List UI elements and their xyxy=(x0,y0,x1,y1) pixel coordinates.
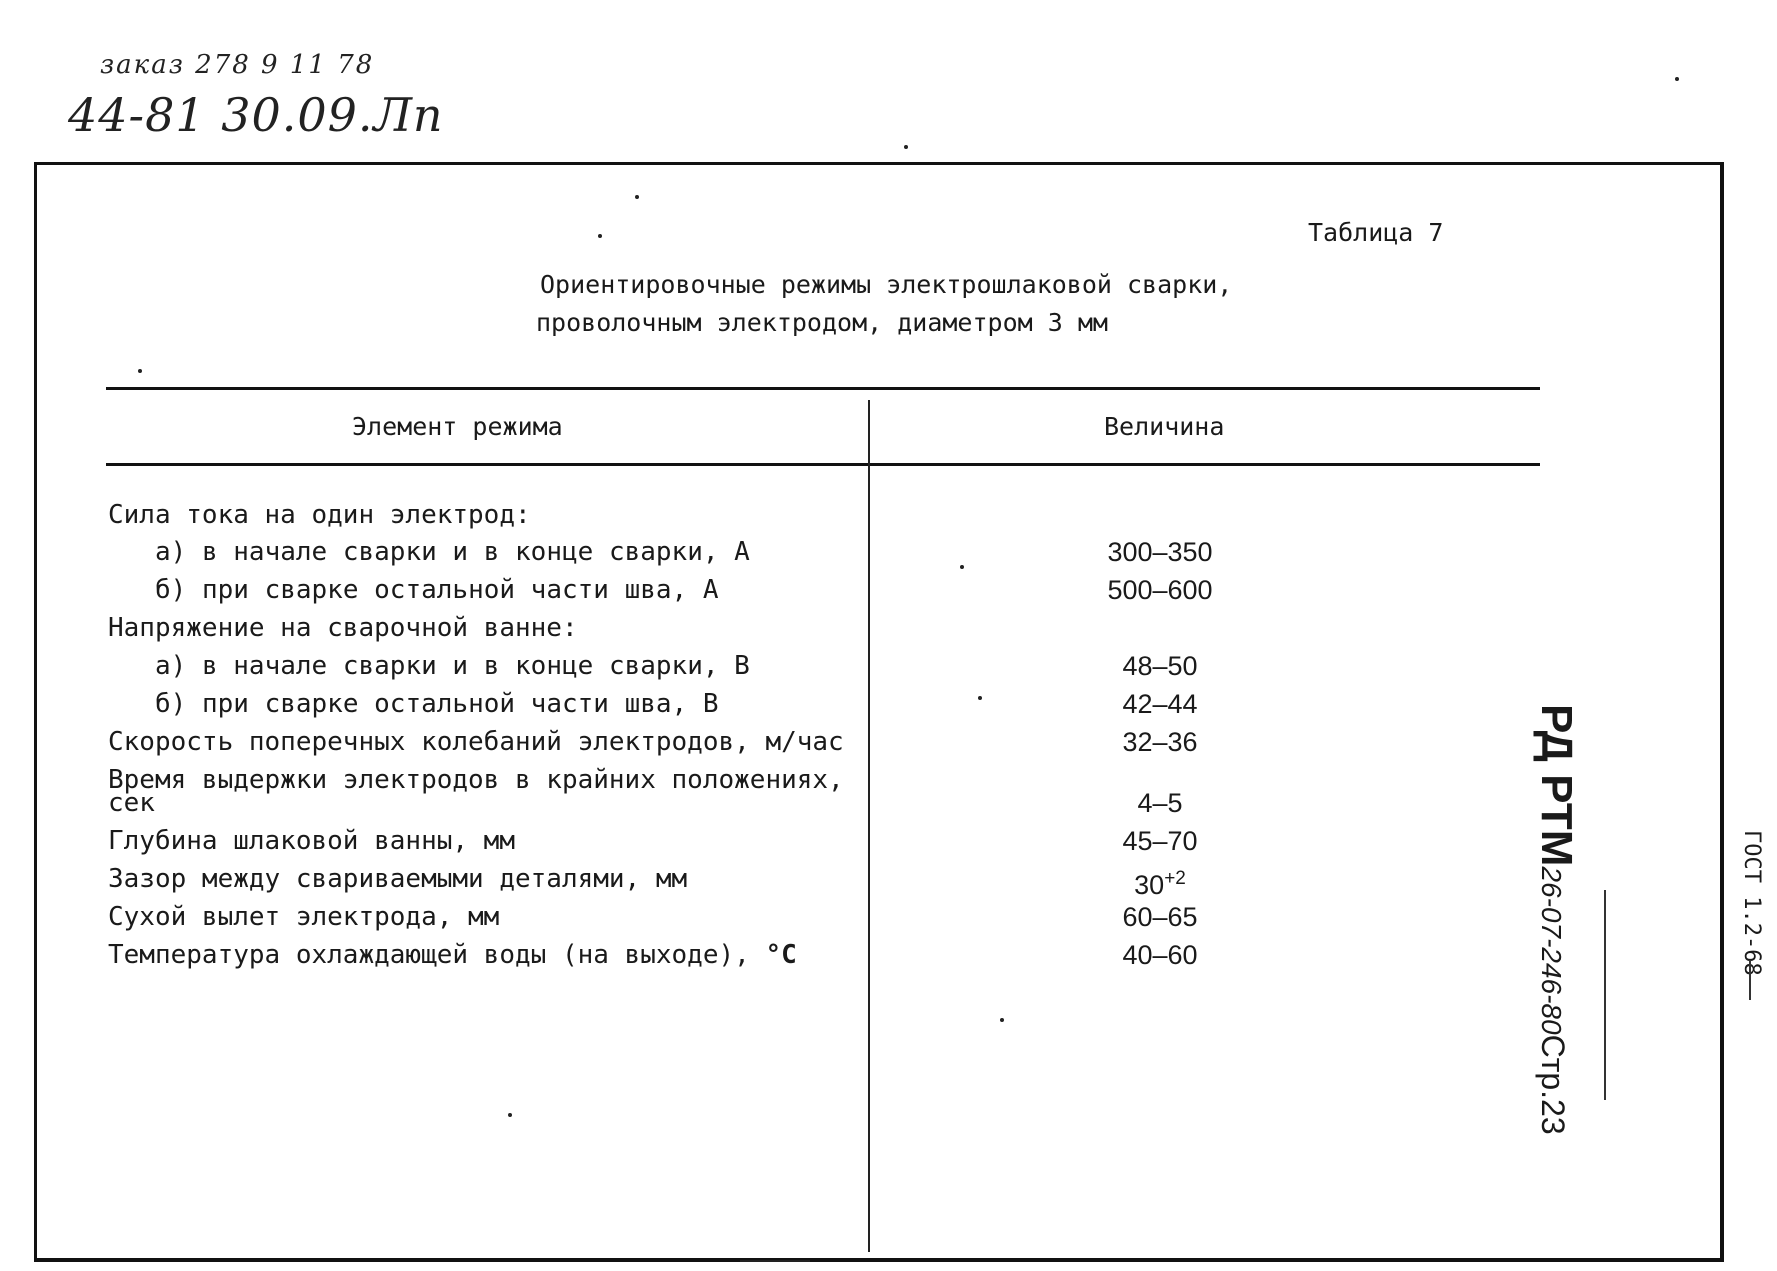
gap-value: 30 xyxy=(1134,870,1165,900)
row-value-water-temp: 40–60 xyxy=(1122,940,1198,970)
scan-speck xyxy=(508,1113,512,1117)
signature: Лп xyxy=(373,88,444,142)
scan-speck xyxy=(960,565,964,569)
stamp-code: 26-07-246-80 xyxy=(1536,866,1567,1035)
row-label-current: Сила тока на один электрод: xyxy=(108,500,531,530)
row-value-oscillation-speed: 32–36 xyxy=(1122,727,1198,757)
row-value-gap xyxy=(1000,864,1320,900)
table-header-rule xyxy=(106,463,1540,466)
water-temp-unit: °С xyxy=(765,940,797,970)
registration-text: 44-81 30.09. xyxy=(68,88,374,142)
row-label-voltage-main: б) при сварке остальной части шва, В xyxy=(155,689,719,719)
row-value-voltage-start: 48–50 xyxy=(1122,651,1198,681)
row-label-gap: Зазор между свариваемыми деталями, мм xyxy=(108,864,688,894)
column-header-element: Элемент режима xyxy=(352,412,563,441)
table-title-line-2: проволочным электродом, диаметром 3 мм xyxy=(536,308,1108,337)
column-divider xyxy=(868,400,870,1252)
scan-speck xyxy=(138,369,142,373)
row-label-slag-depth: Глубина шлаковой ванны, мм xyxy=(108,826,515,856)
water-temp-label: Температура охлаждающей воды (на выходе), xyxy=(108,940,750,970)
row-label-voltage: Напряжение на сварочной ванне: xyxy=(108,613,578,643)
row-label-voltage-start: а) в начале сварки и в конце сварки, В xyxy=(155,651,750,681)
row-label-current-start: а) в начале сварки и в конце сварки, А xyxy=(155,537,750,567)
scan-speck xyxy=(904,145,908,149)
gost-rule xyxy=(1749,960,1751,1000)
stamp-prefix: РД РТМ xyxy=(1532,704,1581,867)
row-label-electrode-stickout: Сухой вылет электрода, мм xyxy=(108,902,500,932)
table-label: Таблица 7 xyxy=(1308,218,1444,247)
row-value-slag-depth: 45–70 xyxy=(1122,826,1198,856)
scan-speck xyxy=(978,696,982,700)
scan-speck xyxy=(1675,77,1679,81)
row-label-oscillation-speed: Скорость поперечных колебаний электродов, м/час xyxy=(108,727,844,757)
row-value-electrode-stickout: 60–65 xyxy=(1122,902,1198,932)
handwritten-registration-note xyxy=(68,88,444,142)
gap-tolerance: +2 xyxy=(1164,868,1186,889)
row-label-current-main: б) при сварке остальной части шва, А xyxy=(155,575,719,605)
row-value-dwell-time: 4–5 xyxy=(1137,788,1183,818)
table-title-line-1: Ориентировочные режимы электрошлаковой сварки, xyxy=(540,270,1233,299)
scan-speck xyxy=(598,234,602,238)
stamp-page: Стр.23 xyxy=(1535,1034,1571,1135)
stamp-rule xyxy=(1604,890,1606,1100)
scan-speck xyxy=(1000,1018,1004,1022)
row-value-current-start: 300–350 xyxy=(1107,537,1213,567)
gost-reference: ГОСТ 1.2-68 xyxy=(1739,830,1764,976)
row-value-voltage-main: 42–44 xyxy=(1122,689,1198,719)
bottom-mark xyxy=(740,1260,810,1262)
row-value-current-main: 500–600 xyxy=(1107,575,1213,605)
document-code-stamp xyxy=(1529,704,1581,1135)
row-label-water-temp xyxy=(108,940,797,970)
row-label-dwell-time: Время выдержки электродов в крайних положениях, xyxy=(108,765,844,795)
column-header-value: Величина xyxy=(1104,412,1225,441)
table-top-rule xyxy=(106,387,1540,390)
handwritten-order-note: заказ 278 9 11 78 xyxy=(100,50,375,80)
row-label-dwell-time-unit: сек xyxy=(108,788,155,818)
scan-speck xyxy=(635,195,639,199)
